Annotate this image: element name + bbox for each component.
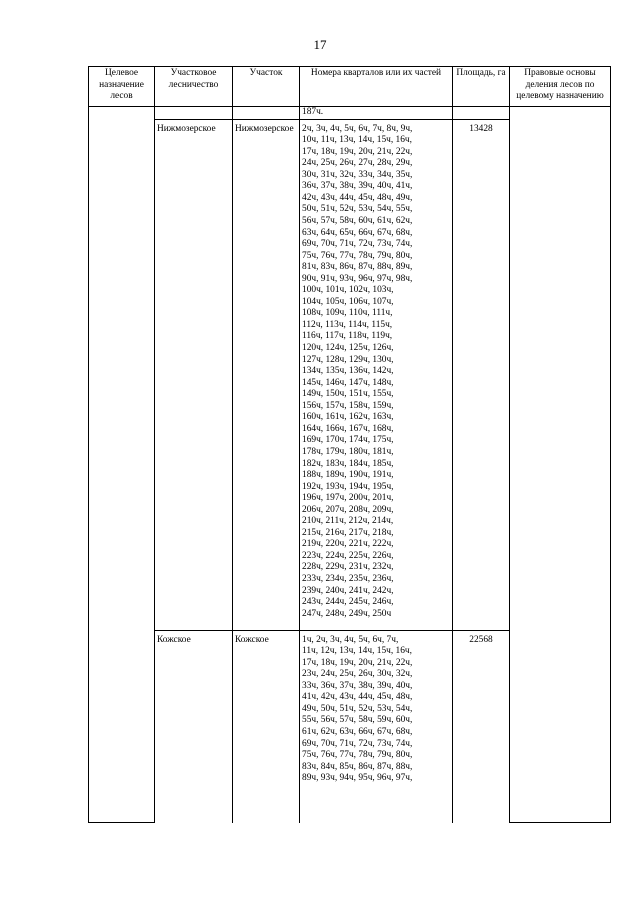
plot-cell: Нижмозерское (233, 119, 300, 630)
quarters-line: 219ч, 220ч, 221ч, 222ч, (302, 539, 394, 550)
quarters-line: 10ч, 11ч, 13ч, 14ч, 15ч, 16ч, (302, 135, 412, 146)
quarters-line: 116ч, 117ч, 118ч, 119ч, (302, 331, 393, 342)
quarters-line: 30ч, 31ч, 32ч, 33ч, 34ч, 35ч, (302, 169, 413, 180)
quarters-line: 41ч, 42ч, 43ч, 44ч, 45ч, 48ч, (302, 692, 413, 703)
quarters-cell (300, 106, 453, 119)
quarters-line: 104ч, 105ч, 106ч, 107ч, (302, 296, 394, 307)
header-legal-basis: Правовые основы деления лесов по целевому назначению (510, 67, 611, 107)
quarters-line: 127ч, 128ч, 129ч, 130ч, (302, 354, 394, 365)
quarters-line: 223ч, 224ч, 225ч, 226ч, (302, 550, 394, 561)
quarters-line: 192ч, 193ч, 194ч, 195ч, (302, 481, 394, 492)
header-quarters: Номера кварталов или их частей (300, 67, 453, 107)
quarters-line: 239ч, 240ч, 241ч, 242ч, (302, 585, 394, 596)
quarters-line: 215ч, 216ч, 217ч, 218ч, (302, 527, 394, 538)
area-cell: 13428 (453, 119, 510, 630)
quarters-line: 243ч, 244ч, 245ч, 246ч, (302, 597, 394, 608)
quarters-line: 17ч, 18ч, 19ч, 20ч, 21ч, 22ч, (302, 146, 413, 157)
quarters-line: 90ч, 91ч, 93ч, 96ч, 97ч, 98ч, (302, 273, 413, 284)
quarters-line: 160ч, 161ч, 162ч, 163ч, (302, 412, 394, 423)
quarters-line: 228ч, 229ч, 231ч, 232ч, (302, 562, 394, 573)
quarters-line: 24ч, 25ч, 26ч, 27ч, 28ч, 29ч, (302, 158, 413, 169)
quarters-line: 247ч, 248ч, 249ч, 250ч (302, 608, 392, 619)
quarters-line: 233ч, 234ч, 235ч, 236ч, (302, 573, 394, 584)
area-cell (453, 106, 510, 119)
quarters-line: 100ч, 101ч, 102ч, 103ч, (302, 285, 394, 296)
header-row (89, 67, 611, 107)
quarters-line: 33ч, 36ч, 37ч, 38ч, 39ч, 40ч, (302, 680, 413, 691)
quarters-line: 89ч, 93ч, 94ч, 95ч, 96ч, 97ч, (302, 773, 413, 784)
quarters-line: 178ч, 179ч, 180ч, 181ч, (302, 446, 394, 457)
quarters-line: 164ч, 166ч, 167ч, 168ч, (302, 423, 394, 434)
quarters-line: 2ч, 3ч, 4ч, 5ч, 6ч, 7ч, 8ч, 9ч, (302, 123, 413, 134)
quarters-line: 61ч, 62ч, 63ч, 66ч, 67ч, 68ч, (302, 727, 413, 738)
quarters-line: 182ч, 183ч, 184ч, 185ч, (302, 458, 394, 469)
forest-table (88, 66, 611, 823)
header-area: Площадь, га (453, 67, 510, 107)
quarters-line: 120ч, 124ч, 125ч, 126ч, (302, 343, 394, 354)
quarters-line: 11ч, 12ч, 13ч, 14ч, 15ч, 16ч, (302, 646, 412, 657)
quarters-line: 188ч, 189ч, 190ч, 191ч, (302, 470, 394, 481)
quarters-line: 134ч, 135ч, 136ч, 142ч, (302, 366, 394, 377)
forestry-cell (155, 106, 233, 119)
quarters-line: 56ч, 57ч, 58ч, 60ч, 61ч, 62ч, (302, 216, 413, 227)
quarters-line: 83ч, 84ч, 85ч, 86ч, 87ч, 88ч, (302, 761, 413, 772)
plot-cell (233, 106, 300, 119)
header-plot: Участок (233, 67, 300, 107)
quarters-cell (300, 630, 453, 823)
quarters-cell (300, 119, 453, 630)
quarters-line: 55ч, 56ч, 57ч, 58ч, 59ч, 60ч, (302, 715, 413, 726)
quarters-line: 196ч, 197ч, 200ч, 201ч, (302, 493, 394, 504)
quarters-line: 108ч, 109ч, 110ч, 111ч, (302, 308, 393, 319)
quarters-line: 49ч, 50ч, 51ч, 52ч, 53ч, 54ч, (302, 703, 413, 714)
quarters-line: 206ч, 207ч, 208ч, 209ч, (302, 504, 394, 515)
quarters-line: 69ч, 70ч, 71ч, 72ч, 73ч, 74ч, (302, 239, 413, 250)
table-row (89, 106, 611, 119)
quarters-line: 42ч, 43ч, 44ч, 45ч, 48ч, 49ч, (302, 192, 413, 203)
quarters-line: 81ч, 83ч, 86ч, 87ч, 88ч, 89ч, (302, 262, 413, 273)
header-purpose: Целевое назначение лесов (89, 67, 155, 107)
quarters-line: 169ч, 170ч, 174ч, 175ч, (302, 435, 394, 446)
quarters-line: 145ч, 146ч, 147ч, 148ч, (302, 377, 394, 388)
quarters-line: 17ч, 18ч, 19ч, 20ч, 21ч, 22ч, (302, 657, 413, 668)
quarters-line: 50ч, 51ч, 52ч, 53ч, 54ч, 55ч, (302, 204, 413, 215)
quarters-line: 210ч, 211ч, 212ч, 214ч, (302, 516, 394, 527)
quarters-line: 23ч, 24ч, 25ч, 26ч, 30ч, 32ч, (302, 669, 413, 680)
quarters-line: 187ч. (302, 106, 324, 117)
quarters-line: 75ч, 76ч, 77ч, 78ч, 79ч, 80ч, (302, 750, 413, 761)
quarters-line: 63ч, 64ч, 65ч, 66ч, 67ч, 68ч, (302, 227, 413, 238)
page-number: 17 (313, 37, 327, 52)
forestry-cell: Нижмозерское (155, 119, 233, 630)
header-forestry: Участковое лесничество (155, 67, 233, 107)
quarters-line: 112ч, 113ч, 114ч, 115ч, (302, 319, 393, 330)
quarters-line: 156ч, 157ч, 158ч, 159ч, (302, 400, 394, 411)
quarters-line: 1ч, 2ч, 3ч, 4ч, 5ч, 6ч, 7ч, (302, 634, 399, 645)
forestry-cell: Кожское (155, 630, 233, 823)
quarters-line: 75ч, 76ч, 77ч, 78ч, 79ч, 80ч, (302, 250, 413, 261)
legal-basis-cell (510, 106, 611, 823)
quarters-line: 36ч, 37ч, 38ч, 39ч, 40ч, 41ч, (302, 181, 413, 192)
purpose-cell (89, 106, 155, 823)
quarters-line: 69ч, 70ч, 71ч, 72ч, 73ч, 74ч, (302, 738, 413, 749)
area-cell: 22568 (453, 630, 510, 823)
plot-cell: Кожское (233, 630, 300, 823)
quarters-line: 149ч, 150ч, 151ч, 155ч, (302, 389, 394, 400)
